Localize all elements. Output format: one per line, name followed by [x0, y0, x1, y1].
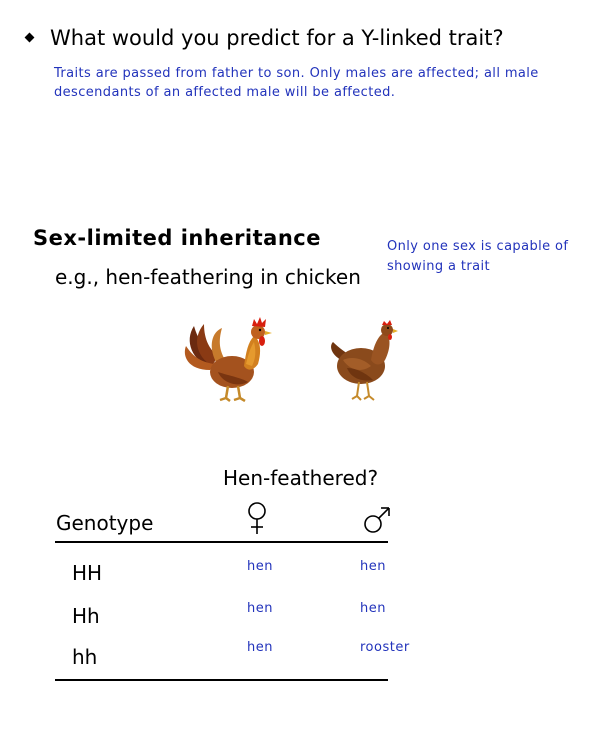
genotype-hh-recessive: hh: [72, 645, 98, 669]
side-note-line-1: Only one sex is capable of: [387, 239, 569, 254]
male-symbol-label: [362, 505, 363, 506]
cell-female-row-2: hen: [247, 601, 273, 616]
hen-illustration: [327, 320, 399, 402]
cell-male-row-1: hen: [360, 559, 386, 574]
table-top-rule: [55, 541, 388, 543]
example-text: e.g., hen-feathering in chicken: [55, 265, 361, 289]
female-symbol-icon: [244, 500, 270, 536]
genotype-header: Genotype: [56, 511, 154, 535]
genotype-hh-heterozygous: Hh: [72, 604, 100, 628]
cell-male-row-3: rooster: [360, 640, 410, 655]
cell-female-row-3: hen: [247, 640, 273, 655]
hen-feathered-heading: Hen-feathered?: [223, 466, 379, 490]
answer-line-2: descendants of an affected male will be affected.: [54, 85, 396, 100]
answer-line-1: Traits are passed from father to son. Only males are affected; all male: [54, 66, 539, 81]
male-symbol-icon: [362, 505, 392, 535]
side-note-line-2: showing a trait: [387, 259, 491, 274]
cell-female-row-1: hen: [247, 559, 273, 574]
genotype-hh-dominant: HH: [72, 561, 103, 585]
answer-text: [54, 64, 539, 102]
section-title: Sex-limited inheritance: [33, 226, 321, 250]
table-bottom-rule: [55, 679, 388, 681]
female-symbol-label: [244, 500, 245, 501]
rooster-illustration: [182, 316, 274, 402]
cell-male-row-2: hen: [360, 601, 386, 616]
bullet-icon: [25, 33, 35, 43]
side-note: [387, 237, 568, 277]
question-text: What would you predict for a Y-linked trait?: [50, 26, 504, 50]
